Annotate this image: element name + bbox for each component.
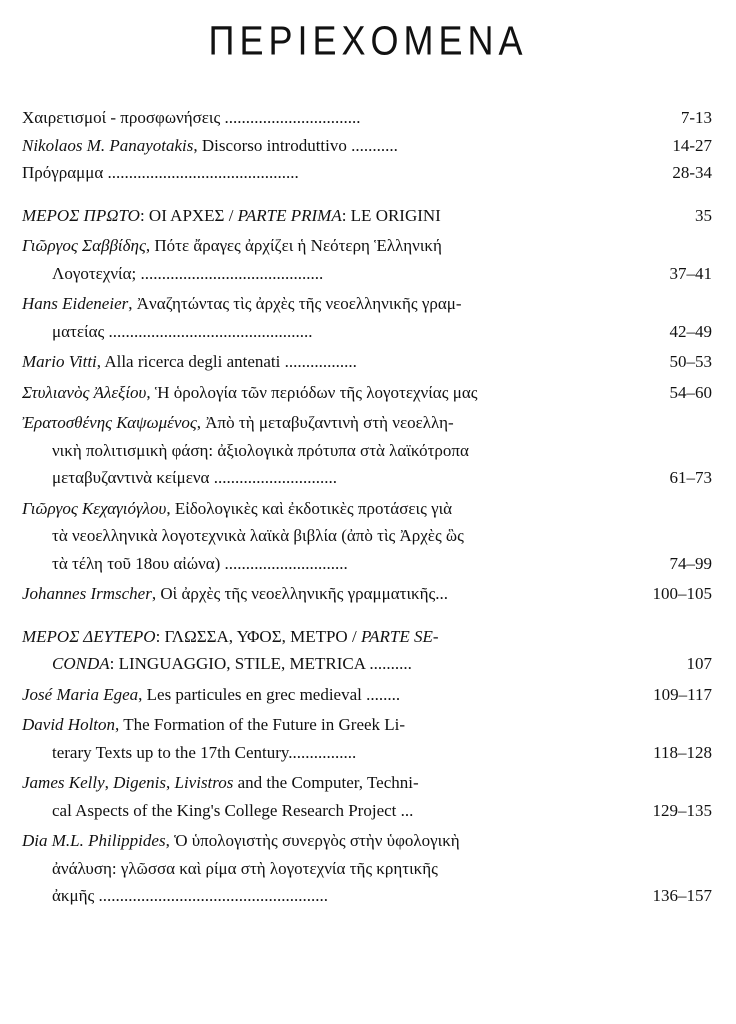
entry-title-continued: terary Texts up to the 17th Century................ xyxy=(52,742,357,762)
toc-entry xyxy=(22,827,712,910)
section-label: ΜΕΡΟΣ ΠΡΩΤΟ xyxy=(22,205,140,225)
entry-author: Γιῶργος Σαββίδης xyxy=(22,236,146,255)
toc-entry xyxy=(22,379,712,407)
page-range: 28-34 xyxy=(672,163,712,182)
page-range: 136–157 xyxy=(652,886,712,905)
entry-title: , Alla ricerca degli antenati ................. xyxy=(96,352,357,371)
section-title-italian: : LE ORIGINI xyxy=(341,205,441,225)
entry-title-continued: Λογοτεχνία; ........................................... xyxy=(52,263,324,283)
page-range: 118–128 xyxy=(653,742,712,762)
entry-author: Nikolaos M. Panayotakis xyxy=(22,135,194,155)
page-range: 109–117 xyxy=(653,684,712,704)
entry-title: , Ἡ ὁρολογία τῶν περιόδων τῆς λογοτεχνίας μας xyxy=(146,382,478,402)
section-label: ΜΕΡΟΣ ΔΕΥΤΕΡΟ xyxy=(22,626,156,646)
section-label-italian: PARTE SE- xyxy=(360,626,439,646)
entry-title-italic: Digenis xyxy=(113,773,166,792)
entry-author: Dia M.L. Philippides xyxy=(22,831,166,850)
entry-title: , Ὁ ὑπολογιστὴς συνεργὸς στὴν ὑφολογικὴ xyxy=(165,831,460,850)
page-range: 50–53 xyxy=(669,352,712,371)
toc-entry xyxy=(22,104,712,132)
page-title: ΠΕΡΙΕΧΟΜΕΝΑ xyxy=(208,17,528,64)
section-title-greek: : ΓΛΩΣΣΑ, ΥΦΟΣ, ΜΕΤΡΟ / xyxy=(155,626,361,646)
entry-title: Πρόγραμμα ............................................. xyxy=(22,163,299,182)
entry-title-continued: ματείας ................................................ xyxy=(52,321,313,341)
entry-title: , xyxy=(104,773,114,792)
page-range: 100–105 xyxy=(652,584,712,603)
toc-entry xyxy=(22,232,712,287)
section-title-greek: : ΟΙ ΑΡΧΕΣ / xyxy=(139,205,238,225)
entry-title: and the Computer, Techni- xyxy=(233,773,419,792)
entry-title-continued: ἀκμῆς ...................................................... xyxy=(52,886,328,905)
toc-entry xyxy=(22,290,712,345)
entry-title: , Οἱ ἀρχὲς τῆς νεοελληνικῆς γραμματικῆς... xyxy=(151,584,448,603)
page-range: 35 xyxy=(695,205,712,225)
toc-entry xyxy=(22,681,712,709)
entry-title: , The Formation of the Future in Greek Li- xyxy=(115,715,406,734)
entry-title-italic: Livistros xyxy=(174,773,234,792)
entry-title-continued: νικὴ πολιτισμικὴ φάση: ἀξιολογικὰ πρότυπα στὰ λαϊκότροπα xyxy=(52,440,469,460)
section-label-italian: PARTE PRIMA xyxy=(237,205,342,225)
entry-title-continued: τὰ τέλη τοῦ 18ου αἰώνα) ............................. xyxy=(52,553,348,573)
toc-entry xyxy=(22,580,712,608)
section-label-italian-continued: CONDA xyxy=(52,654,110,673)
section-heading-part-one xyxy=(22,202,712,230)
page-range: 54–60 xyxy=(669,382,712,402)
entry-author: Mario Vitti xyxy=(22,352,97,371)
table-of-contents xyxy=(22,104,712,910)
section-title-italian: : LINGUAGGIO, STILE, METRICA .......... xyxy=(109,654,412,673)
entry-title-continued: ἀνάλυση: γλῶσσα καὶ ρίμα στὴ λογοτεχνία τῆς κρητικῆς xyxy=(52,858,438,878)
page-range: 61–73 xyxy=(669,468,712,487)
toc-entry xyxy=(22,409,712,492)
page-range: 7-13 xyxy=(680,108,712,127)
entry-title: , Ἀναζητώντας τὶς ἀρχὲς τῆς νεοελληνικῆς γραμ- xyxy=(128,294,462,313)
entry-title-continued: μεταβυζαντινὰ κείμενα ............................. xyxy=(52,468,337,487)
section-heading-part-two xyxy=(22,623,712,678)
page-range: 14-27 xyxy=(672,135,712,155)
page-range: 129–135 xyxy=(652,800,712,820)
toc-entry xyxy=(22,132,712,160)
entry-author: Ἐρατοσθένης Καψωμένος xyxy=(22,413,197,432)
page-range: 74–99 xyxy=(669,553,712,573)
entry-author: David Holton xyxy=(22,715,116,734)
page-range: 37–41 xyxy=(669,263,712,283)
entry-title: , xyxy=(166,773,175,792)
toc-entry xyxy=(22,495,712,578)
entry-title: , Πότε ἄραγες ἀρχίζει ἡ Νεότερη Ἑλληνική xyxy=(145,236,442,255)
entry-title: , Ἀπὸ τὴ μεταβυζαντινὴ στὴ νεοελλη- xyxy=(196,413,454,432)
entry-author: Γιῶργος Κεχαγιόγλου xyxy=(22,498,167,518)
page-range: 42–49 xyxy=(669,321,712,341)
entry-author: Hans Eideneier xyxy=(22,294,129,313)
entry-author: José Maria Egea xyxy=(22,684,139,704)
entry-title-continued: τὰ νεοελληνικὰ λογοτεχνικὰ λαϊκὰ βιβλία (ἀπὸ τὶς Ἀρχὲς ὣς xyxy=(52,526,464,545)
toc-entry xyxy=(22,711,712,766)
entry-title-continued: cal Aspects of the King's College Research Project ... xyxy=(52,800,414,820)
toc-entry xyxy=(22,348,712,376)
entry-author: Στυλιανὸς Ἀλεξίου xyxy=(22,382,147,402)
page-range: 107 xyxy=(686,654,712,673)
entry-title: , Discorso introduttivo ........... xyxy=(193,135,398,155)
entry-author: Johannes Irmscher xyxy=(22,584,152,603)
entry-title: , Les particules en grec medieval ........ xyxy=(138,684,401,704)
entry-title: Χαιρετισμοί - προσφωνήσεις ................................ xyxy=(22,108,361,127)
entry-author: James Kelly xyxy=(22,773,105,792)
toc-entry xyxy=(22,769,712,824)
entry-title: , Εἰδολογικὲς καὶ ἐκδοτικὲς προτάσεις γιὰ xyxy=(166,498,453,518)
toc-entry xyxy=(22,159,712,187)
